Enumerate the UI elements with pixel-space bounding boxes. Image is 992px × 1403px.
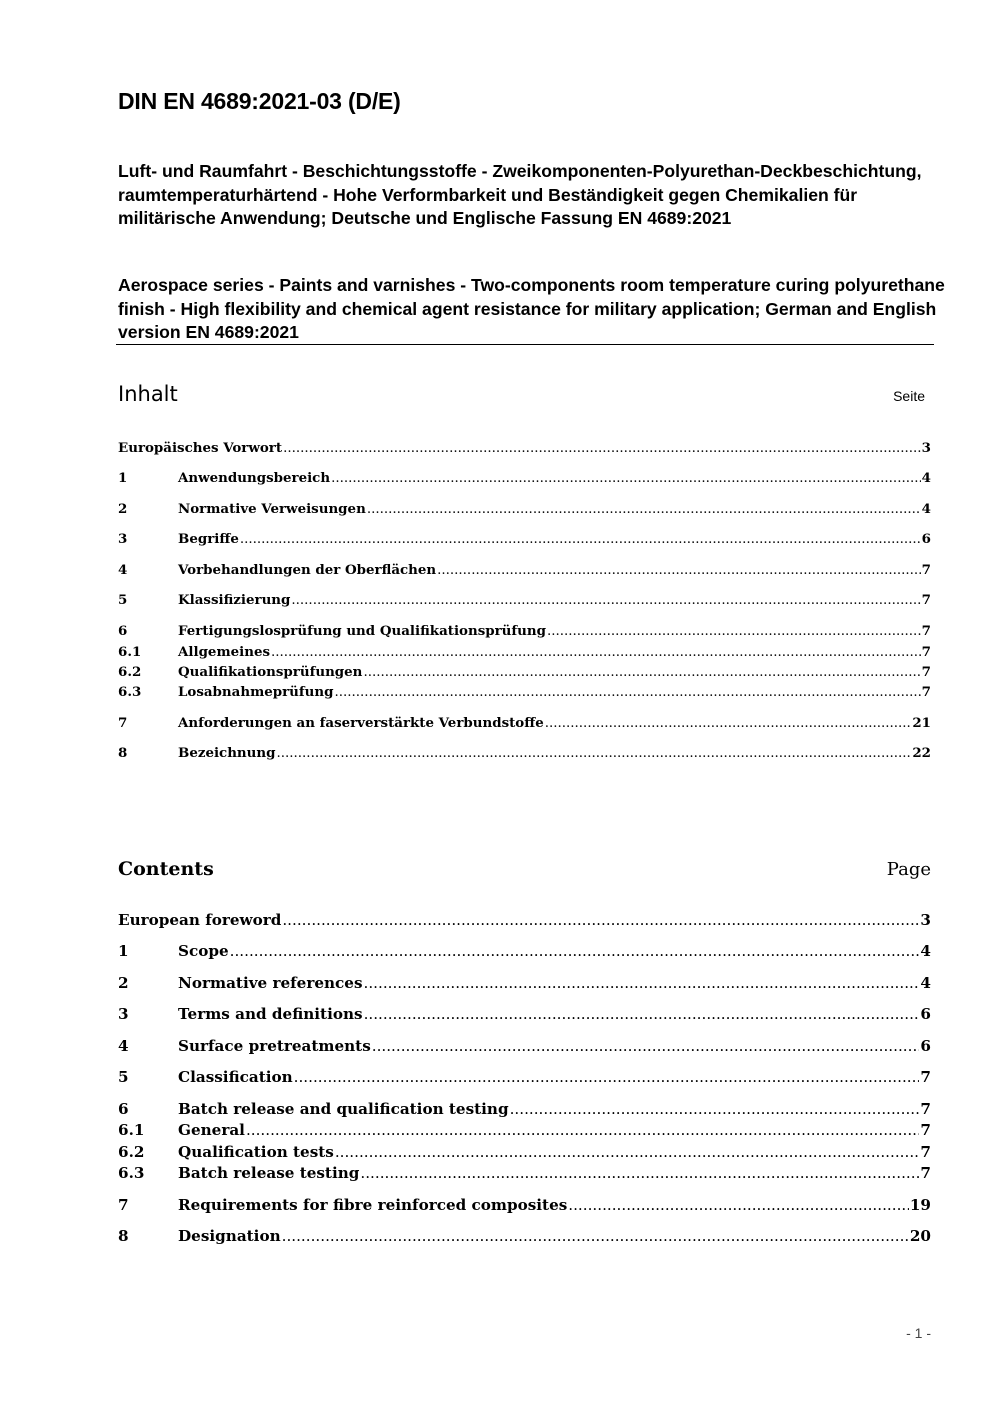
toc-entry-label: Classification bbox=[178, 1068, 293, 1086]
toc-entry-page: 4 bbox=[920, 974, 931, 992]
toc-entry-label: Surface pretreatments bbox=[178, 1037, 371, 1055]
toc-entry-number: 4 bbox=[118, 562, 128, 578]
toc-entry-page: 7 bbox=[921, 644, 931, 660]
toc-leader bbox=[294, 1068, 920, 1086]
toc-entry[interactable] bbox=[118, 440, 931, 456]
toc-entry[interactable] bbox=[118, 1164, 931, 1182]
toc-leader bbox=[510, 1100, 920, 1118]
toc-entry-number: 6 bbox=[118, 623, 128, 639]
toc-entry-number: 6.1 bbox=[118, 1121, 145, 1139]
toc-entry-page: 7 bbox=[920, 1121, 931, 1139]
toc-leader bbox=[291, 593, 920, 608]
toc-leader bbox=[282, 911, 919, 929]
toc-entry[interactable] bbox=[118, 1037, 931, 1055]
toc-entry-page: 6 bbox=[921, 531, 931, 547]
toc-entry-label: Europäisches Vorwort bbox=[118, 440, 283, 456]
toc-entry-label: Normative references bbox=[178, 974, 363, 992]
toc-entry-page: 3 bbox=[920, 911, 931, 929]
toc-entry-number: 5 bbox=[118, 1068, 129, 1086]
toc-leader bbox=[363, 665, 920, 680]
toc-entry-number: 5 bbox=[118, 592, 128, 608]
toc-entry-page: 7 bbox=[921, 562, 931, 578]
toc-entry-label: Qualifikationsprüfungen bbox=[178, 664, 363, 680]
toc-entry-number: 8 bbox=[118, 1227, 129, 1245]
toc-entry-label: Klassifizierung bbox=[178, 592, 291, 608]
toc-leader bbox=[364, 1005, 920, 1023]
toc-entry-number: 6 bbox=[118, 1100, 129, 1118]
toc-leader bbox=[437, 563, 921, 578]
toc-entry[interactable] bbox=[118, 1068, 931, 1086]
toc-entry[interactable] bbox=[118, 911, 931, 929]
title-german: Luft- und Raumfahrt - Beschichtungsstoffe - Zweikomponenten-Polyurethan-Deckbeschichtung, raumtemperaturhärtend - Hohe Verformbarkeit und Beständigkeit gegen Chemikalien für militärische Anwendung; Deutsche und Englische Fassung EN 4689:2021 bbox=[118, 161, 922, 228]
toc-entry[interactable] bbox=[118, 1143, 931, 1161]
toc-entry-page: 3 bbox=[921, 440, 931, 456]
toc-entry-page: 6 bbox=[920, 1037, 931, 1055]
toc-entry-number: 6.2 bbox=[118, 1143, 145, 1161]
toc-entry-number: 3 bbox=[118, 1005, 129, 1023]
toc-leader bbox=[230, 942, 920, 960]
toc-entry[interactable] bbox=[118, 562, 931, 578]
toc-leader bbox=[282, 1227, 909, 1245]
toc-entry[interactable] bbox=[118, 1100, 931, 1118]
toc-entry[interactable] bbox=[118, 501, 931, 517]
toc-entry-label: Losabnahmeprüfung bbox=[178, 684, 334, 700]
toc-entry-page: 4 bbox=[921, 501, 931, 517]
toc-entry[interactable] bbox=[118, 1227, 931, 1245]
toc-entry-page: 7 bbox=[921, 592, 931, 608]
toc-entry[interactable] bbox=[118, 1121, 931, 1139]
toc-leader bbox=[547, 624, 921, 639]
toc-entry-page: 7 bbox=[921, 664, 931, 680]
toc-entry[interactable] bbox=[118, 644, 931, 660]
toc-entry-page: 4 bbox=[921, 470, 931, 486]
document-id: DIN EN 4689:2021-03 (D/E) bbox=[118, 88, 401, 114]
toc-entry-label: Batch release and qualification testing bbox=[178, 1100, 509, 1118]
toc-leader bbox=[367, 502, 921, 517]
toc-leader bbox=[331, 471, 921, 486]
toc-entry[interactable] bbox=[118, 1005, 931, 1023]
toc-entry[interactable] bbox=[118, 684, 931, 700]
toc-entry-number: 6.2 bbox=[118, 664, 142, 680]
toc-entry-page: 7 bbox=[920, 1143, 931, 1161]
toc-entry-label: Fertigungslosprüfung und Qualifikationsprüfung bbox=[178, 623, 546, 639]
toc-entry-label: Scope bbox=[178, 942, 229, 960]
toc-leader bbox=[360, 1164, 919, 1182]
toc-entry-page: 20 bbox=[909, 1227, 931, 1245]
toc-entry-page: 7 bbox=[920, 1068, 931, 1086]
page-number: - 1 - bbox=[906, 1325, 931, 1341]
toc-leader bbox=[335, 685, 921, 700]
toc-entry-number: 6.3 bbox=[118, 1164, 145, 1182]
toc-entry-label: Bezeichnung bbox=[178, 745, 276, 761]
toc-entry-number: 6.1 bbox=[118, 644, 142, 660]
title-divider bbox=[116, 344, 934, 345]
toc-entry-number: 4 bbox=[118, 1037, 129, 1055]
toc-entry[interactable] bbox=[118, 1196, 931, 1214]
toc-entry-page: 22 bbox=[912, 745, 931, 761]
toc-entry[interactable] bbox=[118, 470, 931, 486]
toc-entry-label: Begriffe bbox=[178, 531, 239, 547]
toc-leader bbox=[246, 1121, 919, 1139]
toc-entry-number: 7 bbox=[118, 1196, 129, 1214]
toc-entry[interactable] bbox=[118, 531, 931, 547]
toc-entry-label: Anforderungen an faserverstärkte Verbundstoffe bbox=[178, 715, 544, 731]
toc-entry-number: 7 bbox=[118, 715, 128, 731]
toc-entry-number: 2 bbox=[118, 501, 128, 517]
toc-entry-label: Batch release testing bbox=[178, 1164, 360, 1182]
toc-entry-label: Vorbehandlungen der Oberflächen bbox=[178, 562, 437, 578]
toc-entry-label: Terms and definitions bbox=[178, 1005, 363, 1023]
toc-entry-page: 7 bbox=[920, 1100, 931, 1118]
toc-de-page-label: Seite bbox=[893, 388, 925, 404]
toc-leader bbox=[271, 645, 921, 660]
toc-entry-page: 7 bbox=[920, 1164, 931, 1182]
title-english: Aerospace series - Paints and varnishes - Two-components room temperature curing polyurethane finish - High flexibility and chemical agent resistance for military application; German and English version EN 4689:2021 bbox=[118, 275, 945, 342]
toc-entry[interactable] bbox=[118, 623, 931, 639]
toc-de-header bbox=[118, 382, 931, 406]
toc-entry-number: 8 bbox=[118, 745, 128, 761]
toc-entry[interactable] bbox=[118, 664, 931, 680]
toc-entry-label: Allgemeines bbox=[178, 644, 271, 660]
toc-entry-label: General bbox=[178, 1121, 245, 1139]
toc-entry-page: 4 bbox=[920, 942, 931, 960]
toc-en-header bbox=[118, 858, 931, 880]
toc-entry[interactable] bbox=[118, 715, 931, 731]
toc-entry[interactable] bbox=[118, 942, 931, 960]
toc-entry-label: Requirements for fibre reinforced composites bbox=[178, 1196, 568, 1214]
toc-leader bbox=[364, 974, 920, 992]
toc-leader bbox=[568, 1196, 909, 1214]
toc-entry-page: 7 bbox=[921, 684, 931, 700]
toc-en-heading: Contents bbox=[118, 858, 214, 880]
toc-entry-number: 2 bbox=[118, 974, 129, 992]
toc-de-heading: Inhalt bbox=[118, 382, 178, 406]
toc-entry-label: Anwendungsbereich bbox=[178, 470, 331, 486]
toc-entry-label: European foreword bbox=[118, 911, 282, 929]
toc-leader bbox=[335, 1143, 920, 1161]
toc-entry[interactable] bbox=[118, 592, 931, 608]
toc-entry[interactable] bbox=[118, 974, 931, 992]
toc-entry-page: 19 bbox=[909, 1196, 931, 1214]
toc-entry-number: 1 bbox=[118, 942, 129, 960]
toc-entry-label: Normative Verweisungen bbox=[178, 501, 366, 517]
toc-entry-page: 21 bbox=[912, 715, 931, 731]
toc-entry-number: 1 bbox=[118, 470, 128, 486]
toc-leader bbox=[545, 716, 912, 731]
toc-entry[interactable] bbox=[118, 745, 931, 761]
toc-leader bbox=[240, 532, 921, 547]
toc-entry-page: 6 bbox=[920, 1005, 931, 1023]
toc-entry-label: Qualification tests bbox=[178, 1143, 334, 1161]
toc-entry-label: Designation bbox=[178, 1227, 281, 1245]
toc-leader bbox=[372, 1037, 920, 1055]
toc-entry-page: 7 bbox=[921, 623, 931, 639]
toc-leader bbox=[277, 746, 912, 761]
toc-entry-number: 6.3 bbox=[118, 684, 142, 700]
toc-en-page-label: Page bbox=[886, 859, 931, 880]
toc-entry-number: 3 bbox=[118, 531, 128, 547]
toc-leader bbox=[283, 441, 921, 456]
